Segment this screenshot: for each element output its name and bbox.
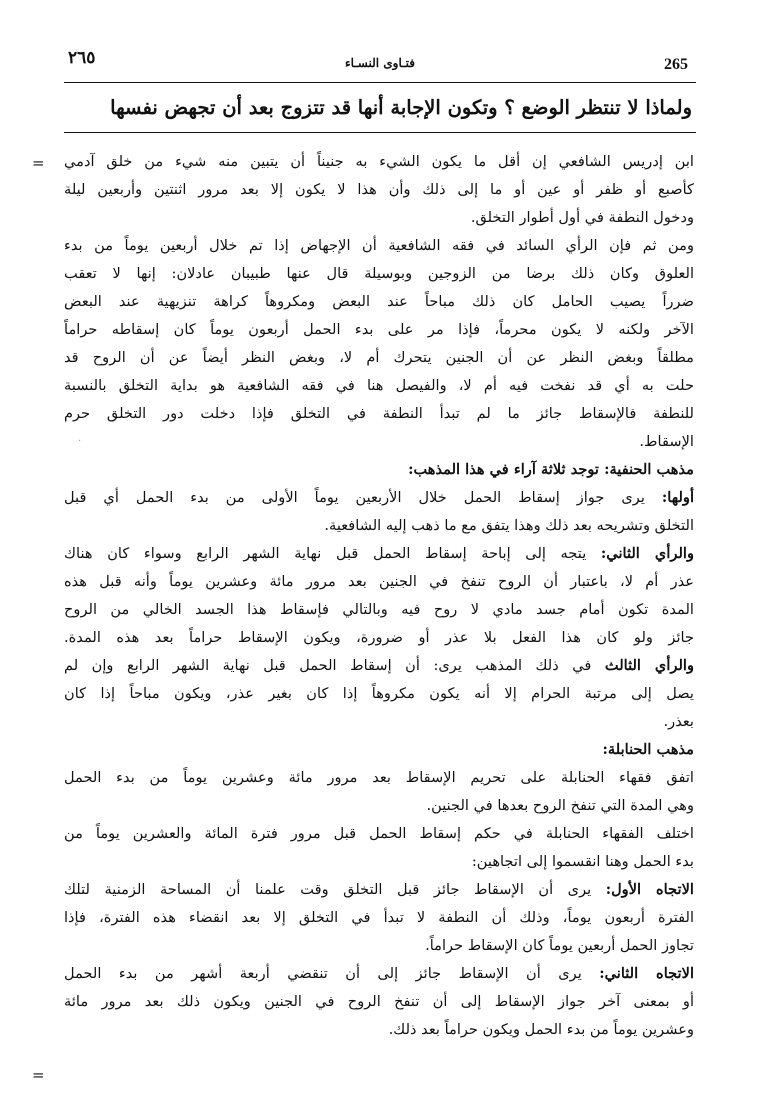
text-line <box>64 596 694 624</box>
line-text: مطلقاً وبغض النظر عن أن الجنين يتحرك أم لا، وبغض النظر أيضاً عن أن الروح قد <box>64 349 694 366</box>
text-line <box>64 1016 694 1044</box>
text-line <box>64 176 694 204</box>
section-label: الاتجاه الأول: <box>605 881 694 898</box>
line-text: ابن إدريس الشافعي إن أقل ما يكون الشيء به جنيناً أن يتبين منه شيء من خلق آدمي <box>64 153 694 170</box>
text-line <box>64 792 694 820</box>
text-line <box>64 988 694 1016</box>
text-line <box>64 652 694 680</box>
line-text: يرى أن الإسقاط جائز إلى أن تنقضي أربعة أشهر من بدء الحمل <box>64 965 600 982</box>
line-text: الإسقاط. <box>639 433 694 450</box>
line-text: الآخر ولكنه لا يكون محرماً، فإذا مر على بدء الحمل أربعون يوماً كان إسقاطه حراماً <box>64 321 694 338</box>
line-text: ودخول النطفة في أول أطوار التخلق. <box>470 209 694 226</box>
line-text: في ذلك المذهب يرى: أن إسقاط الحمل قبل نهاية الشهر الرابع وإن لم <box>64 657 605 674</box>
text-line <box>64 680 694 708</box>
text-line <box>64 736 694 764</box>
text-line <box>64 428 694 456</box>
text-line <box>64 344 694 372</box>
question-heading: ولماذا لا تنتظر الوضع ؟ وتكون الإجابة أنها قد تتزوج بعد أن تجهض نفسها <box>110 96 692 119</box>
section-label: والرأي الثاني: <box>600 545 694 562</box>
section-label: والرأي الثالث <box>604 657 694 674</box>
text-line <box>64 848 694 876</box>
body-text <box>64 148 694 1044</box>
text-line <box>64 876 694 904</box>
line-text: جائز ولو كان هذا الفعل بلا عذر أو ضرورة، ويكون الإسقاط حراماً بعد هذه المدة. <box>64 629 694 646</box>
text-line <box>64 960 694 988</box>
line-text: اتفق فقهاء الحنابلة على تحريم الإسقاط بعد مرور مائة وعشرين يوماً من بدء الحمل <box>64 769 694 786</box>
line-text: بدء الحمل وهنا انقسموا إلى اتجاهين: <box>471 853 694 870</box>
text-line <box>64 316 694 344</box>
text-line <box>64 456 694 484</box>
line-text: توجد ثلاثة آراء في هذا المذهب: <box>408 461 605 478</box>
section-label: أولها: <box>661 489 694 506</box>
running-title: فتـاوى النسـاء <box>344 56 416 70</box>
line-text: ضرراً يصيب الحامل كان ذلك مباحاً عند البعض ومكروهاً كراهة تنزيهية عند البعض <box>64 293 694 310</box>
text-line <box>64 764 694 792</box>
line-text: بعذر. <box>663 713 694 730</box>
line-text: يتجه إلى إباحة إسقاط الحمل قبل نهاية الشهر الرابع وسواء كان هناك <box>64 545 601 562</box>
continuation-marker-top: = <box>32 154 45 172</box>
continuation-marker-bottom: = <box>32 1066 45 1084</box>
header-divider <box>64 82 696 83</box>
text-line <box>64 624 694 652</box>
line-text: وعشرين يوماً من بدء الحمل ويكون حراماً بعد ذلك. <box>388 1021 694 1038</box>
text-line <box>64 568 694 596</box>
section-label: مذهب الحنفية: <box>604 461 694 478</box>
line-text: ومن ثم فإن الرأي السائد في فقه الشافعية أن الإجهاض إذا تم خلال أربعين يوماً من بدء <box>64 237 694 254</box>
section-label: الاتجاه الثاني: <box>599 965 694 982</box>
text-line <box>64 820 694 848</box>
text-line <box>64 708 694 736</box>
line-text: المدة تكون أمام جسد مادي لا روح فيه وبالتالي فإسقاط هذا الجسد الخالي من الروح <box>64 601 694 618</box>
text-line <box>64 512 694 540</box>
text-line <box>64 232 694 260</box>
text-line <box>64 540 694 568</box>
line-text: عذر أم لا، باعتبار أن الروح تنفخ في الجنين بعد مرور مائة وعشرين يوماً وأنه قبل هذه <box>64 573 694 590</box>
text-line <box>64 372 694 400</box>
line-text: حلت به أي قد نفخت فيه أم لا، والفيصل هنا في فقه الشافعية هو بداية التخلق بالنسبة <box>64 377 694 394</box>
line-text: يرى أن الإسقاط جائز قبل التخلق وقت علمنا أن المساحة الزمنية لتلك <box>64 881 606 898</box>
text-line <box>64 148 694 176</box>
line-text: وهي المدة التي تنفخ الروح بعدها في الجنين. <box>426 797 694 814</box>
line-text: الفترة أربعون يوماً، وذلك أن النطفة لا تبدأ في التخلق إلا بعد انقضاء هذه الفترة، فإذا <box>64 909 694 926</box>
line-text: أو بمعنى آخر جواز الإسقاط إلى أن تنفخ الروح في الجنين ويكون ذلك بعد مرور مائة <box>64 993 694 1010</box>
text-line <box>64 204 694 232</box>
line-text: يصل إلى مرتبة الحرام إلا أنه يكون مكروهاً إذا كان بغير عذر، ويكون مباحاً إذا كان <box>64 685 694 702</box>
text-line <box>64 484 694 512</box>
text-line <box>64 260 694 288</box>
page-number-arabic: ٢٦٥ <box>68 48 96 68</box>
line-text: للنطفة فالإسقاط جائز ما لم تبدأ النطفة في التخلق فإذا دخلت دور التخلق حرم <box>64 405 694 422</box>
text-line <box>64 400 694 428</box>
line-text: اختلف الفقهاء الحنابلة في حكم إسقاط الحمل قبل مرور فترة المائة والعشرين يوماً من <box>64 825 694 842</box>
line-text: يرى جواز إسقاط الحمل خلال الأربعين يوماً الأولى من بدء الحمل أي قبل <box>64 489 662 506</box>
line-text: العلوق وكان ذلك برضا من الزوجين وبوسيلة قال عنها طبيبان عادلان: إنها لا تعقب <box>64 265 694 282</box>
text-line <box>64 288 694 316</box>
question-divider <box>64 132 696 133</box>
line-text: كأصبع أو ظفر أو عين أو ما إلى ذلك وأن هذا لا يكون إلا بعد مرور اثنتين وأربعين ليلة <box>64 181 694 198</box>
margin-mark: · <box>78 436 82 447</box>
text-line <box>64 904 694 932</box>
section-label: مذهب الحنابلة: <box>602 741 694 758</box>
page-number-latin: 265 <box>664 56 688 73</box>
text-line <box>64 932 694 960</box>
line-text: التخلق وتشريحه بعد ذلك وهذا يتفق مع ما ذهب إليه الشافعية. <box>324 517 694 534</box>
line-text: تجاوز الحمل أربعين يوماً كان الإسقاط حراماً. <box>425 937 694 954</box>
